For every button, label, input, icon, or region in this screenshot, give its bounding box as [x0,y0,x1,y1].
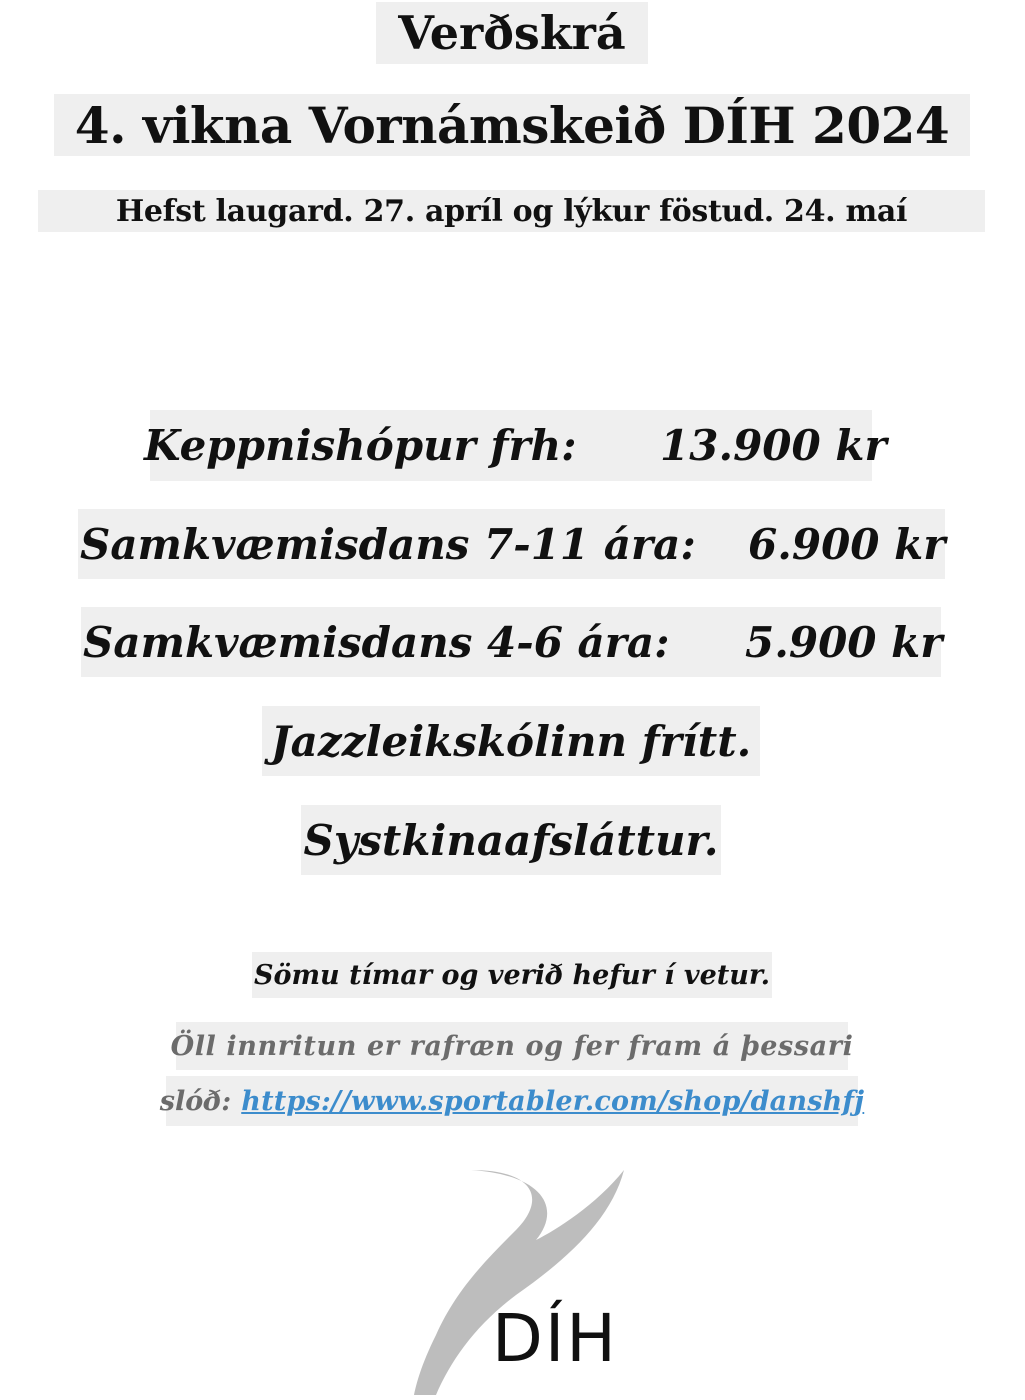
link-prefix: slóð: [159,1085,232,1117]
price-value: 13.900 kr [660,421,887,470]
jazz-free-note: Jazzleikskólinn frítt. [262,706,760,776]
course-dates: Hefst laugard. 27. apríl og lýkur föstud. 24. maí [38,190,985,232]
price-label: Keppnishópur frh: [144,421,577,470]
page-title: Verðskrá [376,2,648,64]
dih-logo-text: DÍH [492,1300,618,1377]
registration-link[interactable]: https://www.sportabler.com/shop/danshfj [241,1085,865,1117]
price-value: 6.900 kr [748,519,946,569]
sibling-discount-note: Systkinaafsláttur. [301,805,721,875]
price-label: Samkvæmisdans 7-11 ára: [80,519,696,569]
schedule-note: Sömu tímar og verið hefur í vetur. [252,952,772,998]
registration-link-line [159,1076,865,1126]
price-row-ballroom-4-6 [81,607,941,677]
price-row-ballroom-7-11 [78,509,945,579]
price-label: Samkvæmisdans 4-6 ára: [83,617,670,667]
price-row-competition [144,410,887,481]
registration-text: Öll innritun er rafræn og fer fram á þessari [176,1022,848,1070]
price-value: 5.900 kr [745,617,943,667]
course-title: 4. vikna Vornámskeið DÍH 2024 [54,94,970,156]
